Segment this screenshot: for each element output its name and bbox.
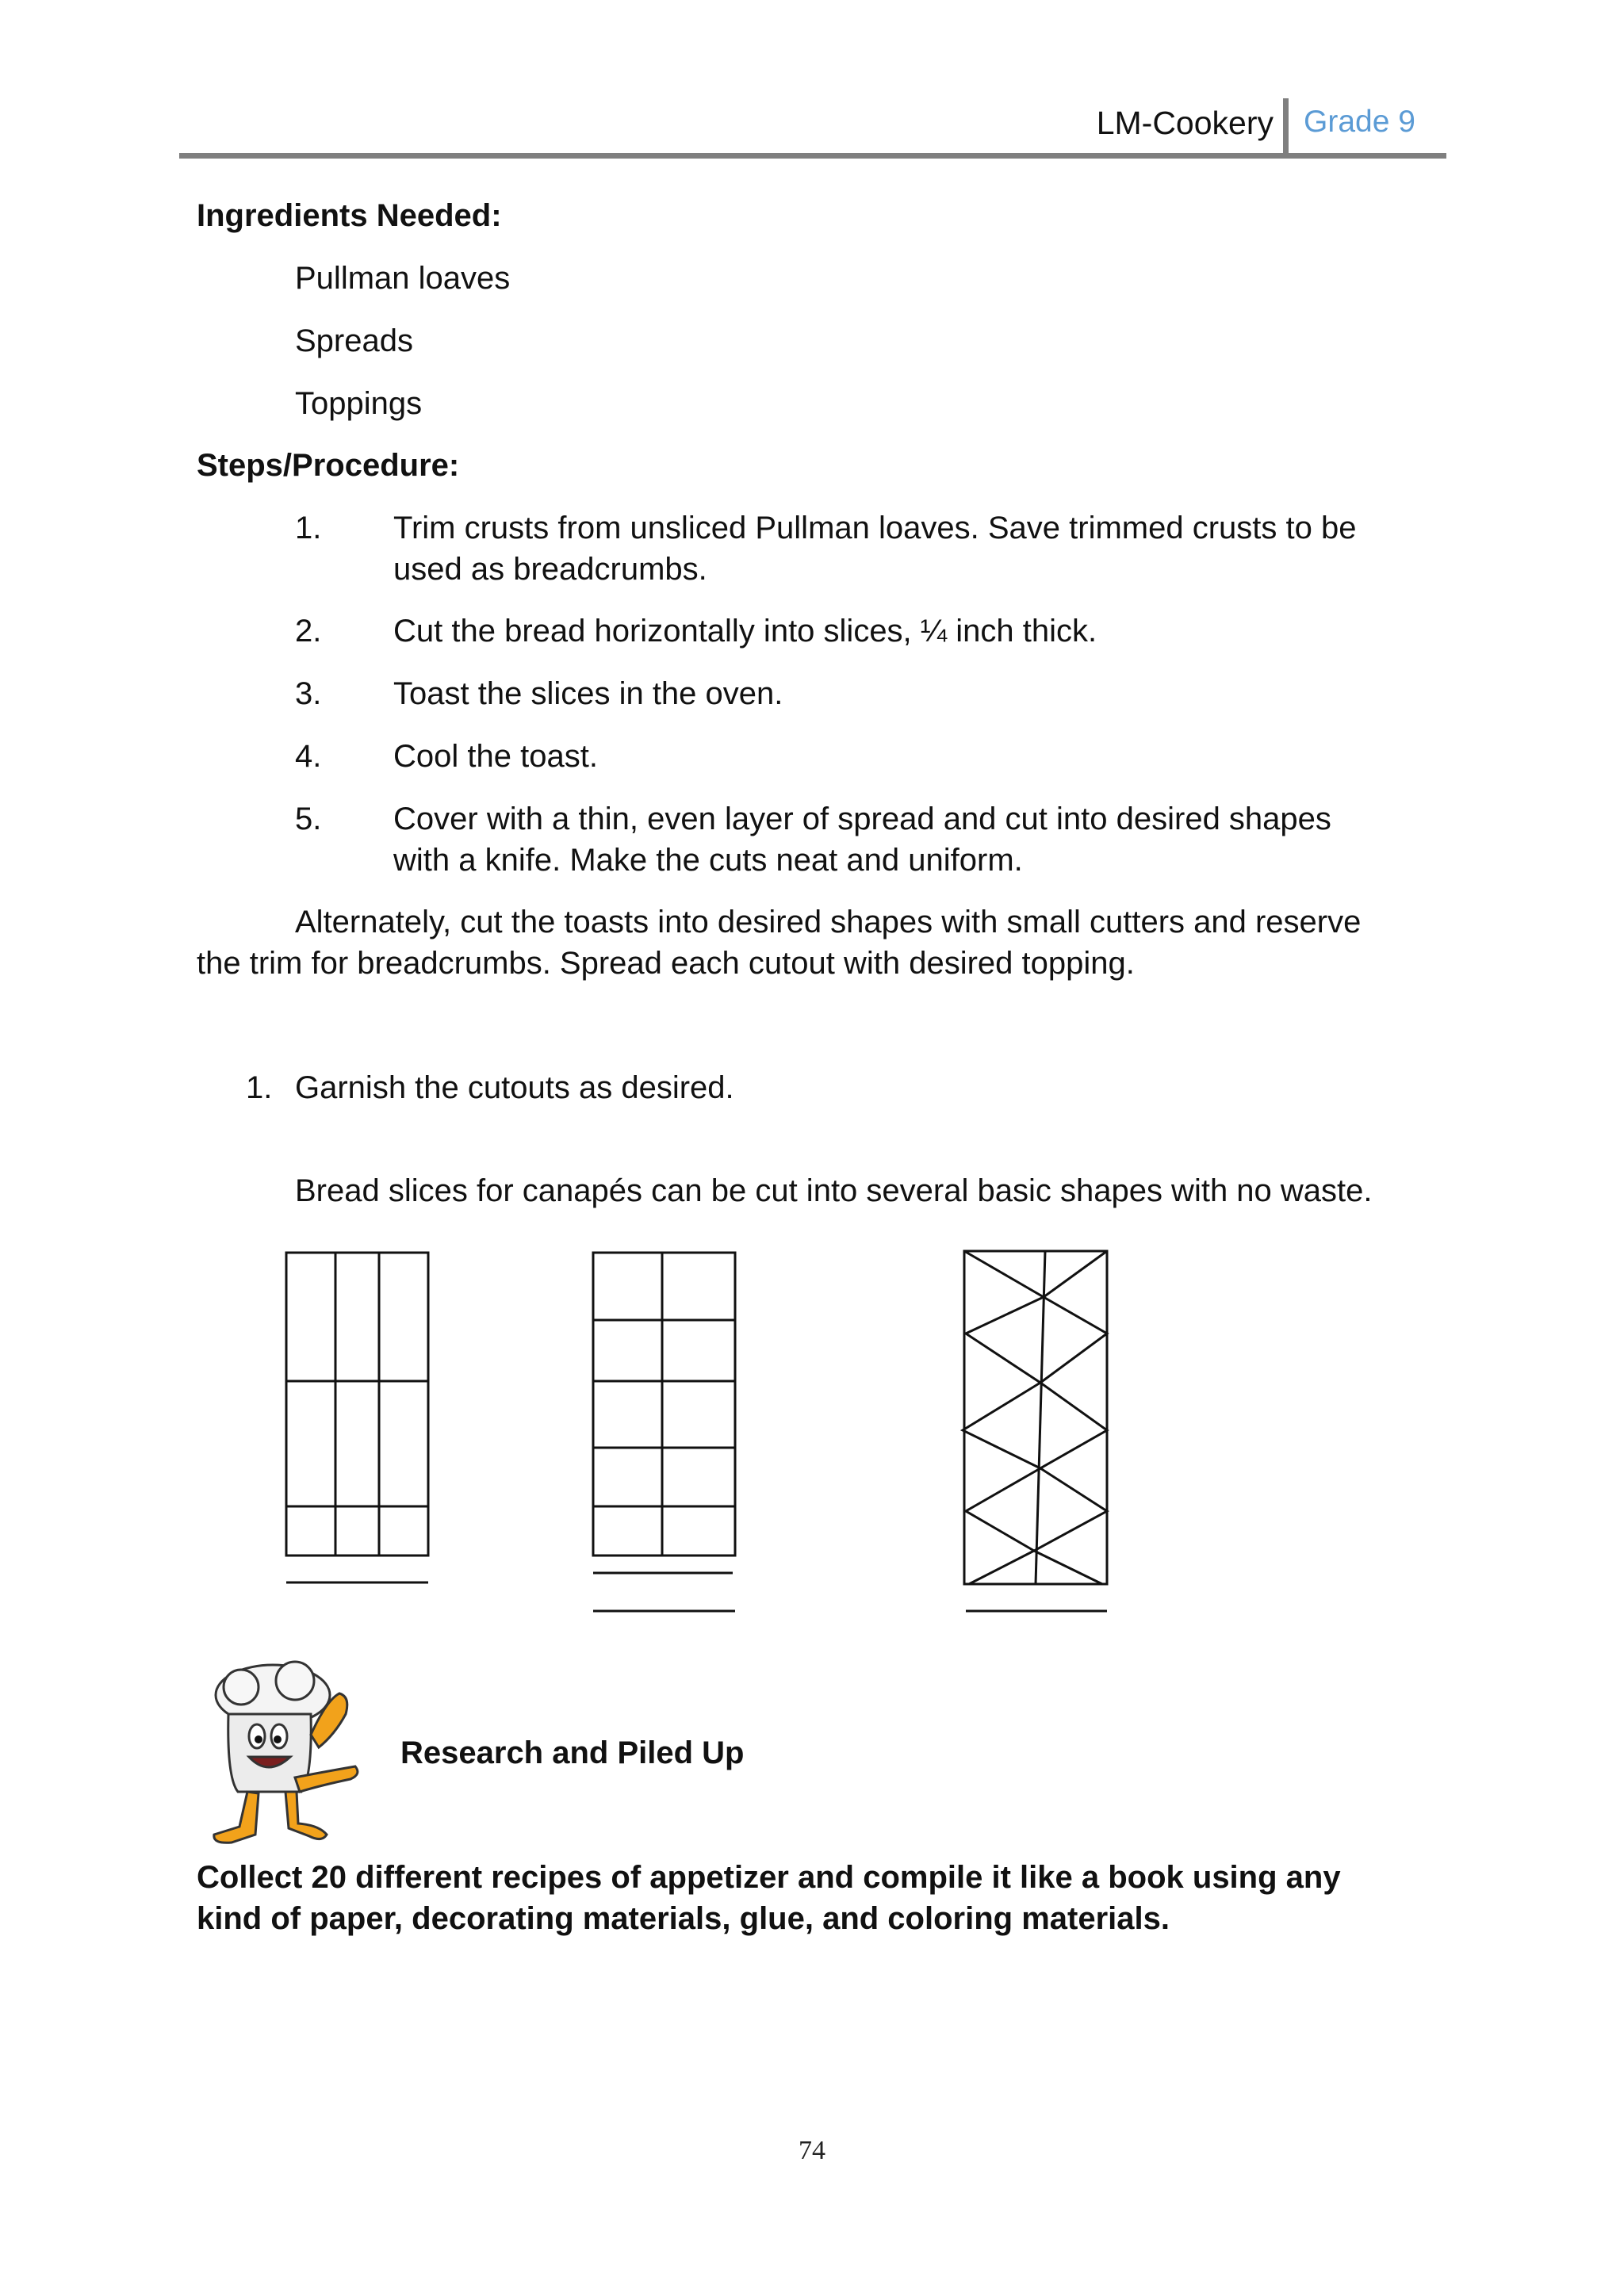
step-number: 3.	[295, 676, 322, 711]
step-number: 1.	[295, 511, 322, 545]
step-text: with a knife. Make the cuts neat and uniform.	[393, 843, 1023, 878]
step-number: 2.	[295, 614, 322, 649]
step-text: Toast the slices in the oven.	[393, 676, 783, 711]
page-number: 74	[799, 2136, 825, 2165]
step-number: 5.	[295, 802, 322, 836]
alternate-paragraph: Alternately, cut the toasts into desired shapes with small cutters and reserve	[295, 905, 1362, 939]
shapes-note: Bread slices for canapés can be cut into several basic shapes with no waste.	[295, 1173, 1373, 1208]
ingredient-item: Spreads	[295, 323, 413, 358]
ingredient-item: Pullman loaves	[295, 261, 511, 296]
step-text: Cut the bread horizontally into slices, ¼ inch thick.	[393, 614, 1097, 649]
step-text: Cool the toast.	[393, 739, 598, 774]
header-grade: Grade 9	[1304, 105, 1415, 139]
activity-task: Collect 20 different recipes of appetizer and compile it like a book using any	[197, 1860, 1341, 1895]
ingredient-item: Toppings	[295, 386, 423, 421]
alternate-paragraph: the trim for breadcrumbs. Spread each cutout with desired topping.	[197, 946, 1135, 981]
activity-title: Research and Piled Up	[400, 1735, 745, 1770]
bread-cut-rectangles	[286, 1253, 428, 1582]
step-text: Trim crusts from unsliced Pullman loaves. Save trimmed crusts to be	[393, 511, 1357, 545]
step-number: 4.	[295, 739, 322, 774]
step-text: used as breadcrumbs.	[393, 552, 707, 587]
step-text: Cover with a thin, even layer of spread and cut into desired shapes	[393, 802, 1331, 836]
activity-task: kind of paper, decorating materials, glue, and coloring materials.	[197, 1901, 1170, 1936]
chef-hat-mascot-icon	[200, 1659, 366, 1849]
procedure-heading: Steps/Procedure:	[197, 448, 460, 483]
garnish-number: 1.	[246, 1070, 273, 1105]
ingredients-heading: Ingredients Needed:	[197, 198, 502, 233]
header-subject: LM-Cookery	[1096, 105, 1274, 141]
bread-cut-squares	[593, 1253, 735, 1611]
bread-cut-triangles	[963, 1251, 1107, 1611]
garnish-text: Garnish the cutouts as desired.	[295, 1070, 734, 1105]
